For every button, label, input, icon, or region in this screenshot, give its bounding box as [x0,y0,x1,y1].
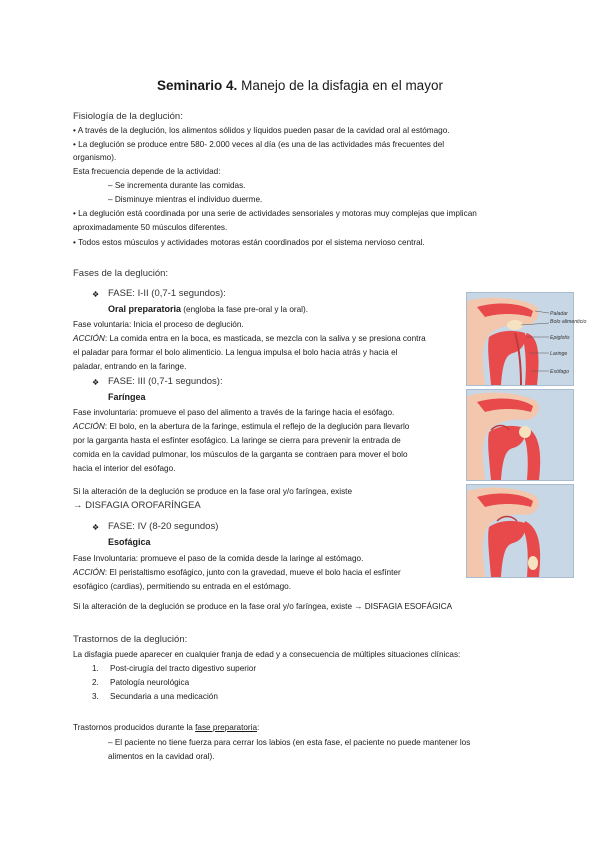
title-rest: Manejo de la disfagia en el mayor [237,78,443,93]
frecuencia-text: Esta frecuencia depende de la actividad: [73,167,221,176]
fase-preparatoria-1: – El paciente no tiene fuerza para cerrar los labios (en esta fase, el paciente no puede mantener los [108,738,471,747]
fase-3-accion-1 [73,567,401,578]
list-number: 2. [92,678,99,687]
fase-3-accion-2: esofágico (cardias), permitiendo su entrada en el estómago. [73,582,292,591]
fase-2-name: Faríngea [108,392,146,402]
fase-2-bullet: ❖ [92,378,100,387]
fisiologia-bullet-2a: • La deglución se produce entre 580- 2.000 veces al día (es una de las actividades más frecuentes del [73,140,445,149]
fase-2-accion-3: comida en la cavidad pulmonar, los músculos de la garganta se contraen para mover el bolo [73,450,408,459]
disfagia-orofaringea-1: Si la alteración de la deglución se produce en la fase oral y/o faríngea, existe [73,487,353,496]
fisiologia-heading: Fisiología de la deglución: [73,111,183,122]
fase-1-name-note: (engloba la fase pre-oral y la oral). [181,305,309,314]
fase-1-accion-text: : La comida entra en la boca, es masticada, se mezcla con la saliva y se presiona contra [104,334,426,343]
figure-label-bolo: Bolo alimenticio [550,319,587,325]
fase-1-accion-3: paladar, entrando en la faringe. [73,362,187,371]
list-number: 1. [92,664,99,673]
fases-heading: Fases de la deglución: [73,268,169,279]
fase-3-line1: Fase Involuntaria: promueve el paso de la comida desde la laringe al estómago. [73,554,364,563]
fisiologia-bullet-3b: aproximadamente 50 músculos diferentes. [73,223,228,232]
list-item [92,663,257,674]
trastornos-heading: Trastornos de la deglución: [73,634,188,645]
list-text: Patología neurológica [110,678,190,687]
fase-1-label: FASE: I-II (0,7-1 segundos): [108,288,226,299]
fase-3-label: FASE: IV (8-20 segundos) [108,521,219,532]
list-item [92,677,190,688]
accion-label: ACCIÓN [73,422,105,431]
fase-2-accion-text: : El bolo, en la abertura de la faringe, estimula el reflejo de la deglución para llevarlo [104,422,410,431]
fisiologia-bullet-1: • A través de la deglución, los alimentos sólidos y líquidos pueden pasar de la cavidad oral al estómago. [73,126,450,135]
list-item [92,691,218,702]
page-title [0,78,600,94]
fase-preparatoria-heading [73,722,259,733]
fisiologia-bullet-3a: • La deglución está coordinada por una serie de actividades sensoriales y motoras muy complejas que implican [73,209,477,218]
title-bold: Seminario 4. [157,78,238,93]
figure-label-epiglotis: Epiglotis [550,335,570,341]
prep-pre: Trastornos producidos durante la [73,723,196,732]
fase-1-accion-1 [73,333,426,344]
list-number: 3. [92,692,99,701]
deglucion-figure-oral [466,292,587,386]
fase-1-line1: Fase voluntaria: Inicia el proceso de deglución. [73,320,244,329]
list-text: Post-cirugía del tracto digestivo superior [110,664,257,673]
figure-label-esofago: Esófago [550,369,570,375]
deglucion-figure-faringea [466,389,574,481]
fase-2-line1: Fase involuntaria: promueve el paso del alimento a través de la faringe hacia el esófago. [73,408,395,417]
fase-1-accion-2: el paladar para formar el bolo alimenticio. La lengua impulsa el bolo hacia atrás y hacia el [73,348,398,357]
fase-2-accion-4: hacia el interior del esófago. [73,464,176,473]
fase-2-accion-1 [73,421,409,432]
figure-label-laringe: Laringe [550,351,568,357]
fase-1-name: Oral preparatoria [108,304,182,314]
disfagia-orofaringea-2: → DISFAGIA OROFARÍNGEA [73,500,201,511]
list-text: Secundaria a una medicación [110,692,218,701]
fase-2-accion-2: por la garganta hasta el esfínter esofágico. La laringe se cierra para prevenir la entrada de [73,436,401,445]
fase-1-name-line [108,304,308,315]
fisiologia-bullet-2b: organismo). [73,153,117,162]
fisiologia-bullet-4: • Todos estos músculos y actividades motoras están coordinados por el sistema nervioso central. [73,238,425,247]
fase-3-bullet: ❖ [92,523,100,532]
disfagia-esofagica: Si la alteración de la deglución se produce en la fase oral y/o faríngea, existe → DISFAGIA ESOFÁGICA [73,602,453,611]
fase-1-bullet: ❖ [92,290,100,299]
figure-label-paladar: Paladar [550,311,568,317]
fase-3-accion-text: : El peristaltismo esofágico, junto con la gravedad, mueve el bolo hacia el esfínter [104,568,401,577]
fase-3-name: Esofágica [108,537,151,547]
prep-post: : [257,723,260,732]
prep-underlined: fase preparatoria [195,723,258,732]
accion-label: ACCIÓN [73,568,105,577]
accion-label: ACCIÓN [73,334,105,343]
trastornos-intro: La disfagia puede aparecer en cualquier franja de edad y a consecuencia de múltiples situaciones clínicas: [73,650,461,659]
deglucion-figure-esofagica [466,484,574,578]
frecuencia-dash-2: – Disminuye mientras el individuo duerme. [108,195,263,204]
fase-2-label: FASE: III (0,7-1 segundos): [108,376,223,387]
frecuencia-dash-1: – Se incrementa durante las comidas. [108,181,246,190]
fase-preparatoria-2: alimentos en la cavidad oral). [108,752,215,761]
